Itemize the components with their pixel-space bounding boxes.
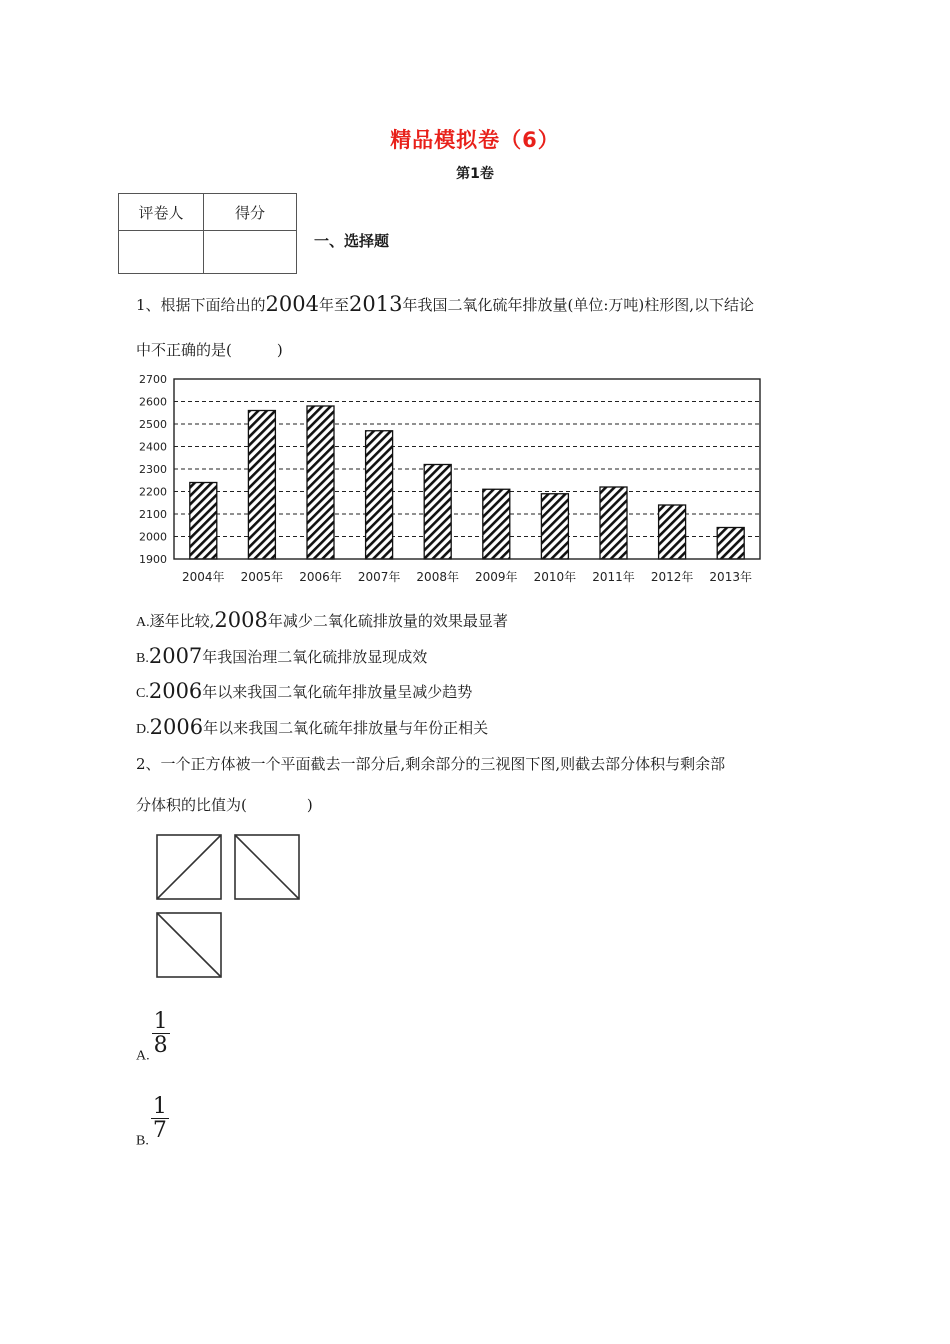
y-tick-label: 2000 [139,530,167,544]
fraction-one-seventh [151,1095,169,1142]
bar [248,411,275,560]
y-tick-label: 2400 [139,440,167,454]
q1-option-d[interactable] [136,715,488,739]
option-text: 年减少二氧化硫排放量的效果最显著 [267,612,508,630]
emissions-bar-chart [134,372,774,592]
q1-stem-line1 [136,292,754,316]
bar [366,431,393,559]
x-tick-label: 2007年 [357,570,401,584]
option-text: 年我国治理二氧化硫排放显现成效 [202,648,428,666]
x-tick-label: 2005年 [240,570,284,584]
page-title: 精品模拟卷（6） [390,128,560,152]
fraction-denominator: 8 [153,1033,168,1059]
x-tick-label: 2008年 [416,570,459,584]
y-tick-label: 2700 [139,373,167,386]
option-letter: A. [136,615,150,630]
q1-stem-line2: 中不正确的是( ) [136,341,283,359]
x-tick-label: 2004年 [182,570,225,584]
score-table [118,193,297,274]
q2-stem-line2: 分体积的比值为( ) [136,796,313,814]
bar [483,489,510,559]
option-text: 年以来我国二氧化硫年排放量与年份正相关 [203,719,489,737]
bar [424,465,451,560]
top-view [157,913,221,977]
bar [541,494,568,559]
q2-option-b[interactable] [136,1095,169,1150]
q1-option-b[interactable] [136,644,427,668]
q1-option-a[interactable] [136,608,508,632]
x-tick-label: 2012年 [650,570,694,584]
q1-option-c[interactable] [136,679,472,703]
q1-text-a: 1、根据下面给出的 [136,296,266,314]
x-tick-label: 2006年 [299,570,342,584]
y-tick-label: 1900 [139,553,167,566]
y-tick-label: 2200 [139,485,167,499]
option-letter: C. [136,686,149,701]
y-tick-label: 2100 [139,508,167,521]
option-year: 2008 [214,608,268,632]
option-year: 2006 [149,715,204,739]
x-tick-label: 2013年 [709,570,752,584]
fraction-numerator: 1 [153,1009,168,1034]
grader-header: 评卷人 [119,194,204,231]
q1-year-end: 2013 [349,292,403,316]
bar [190,483,217,560]
bar [659,505,686,559]
x-tick-label: 2011年 [592,570,635,584]
q1-text-b: 年至 [319,296,350,314]
option-text: 年以来我国二氧化硫年排放量呈减少趋势 [202,683,473,701]
score-header: 得分 [204,194,297,231]
q1-year-start: 2004 [265,292,319,316]
x-tick-label: 2009年 [475,570,518,584]
option-letter: B. [136,651,149,666]
grader-cell [119,231,204,274]
volume-subtitle: 第1卷 [456,166,494,182]
option-year: 2007 [148,644,203,668]
option-text-pre: 逐年比较, [149,612,215,630]
option-year: 2006 [148,679,203,703]
option-letter: A. [136,1048,150,1064]
bar [307,406,334,559]
y-tick-label: 2500 [139,418,167,431]
option-letter: D. [136,722,150,737]
fraction-numerator: 1 [152,1094,167,1119]
q2-option-a[interactable] [136,1010,170,1065]
fraction-one-eighth [152,1010,170,1057]
option-letter: B. [136,1133,149,1149]
y-tick-label: 2300 [139,463,167,476]
three-view-diagram [150,828,310,988]
score-cell [204,231,297,274]
bar [600,487,627,559]
x-tick-label: 2010年 [533,570,577,584]
section-title: 一、选择题 [314,232,390,250]
bar [717,528,744,560]
y-tick-label: 2600 [139,395,167,409]
side-view [235,835,299,899]
fraction-denominator: 7 [152,1118,167,1144]
front-view [157,835,221,899]
q2-stem-line1: 2、一个正方体被一个平面截去一部分后,剩余部分的三视图下图,则截去部分体积与剩余部 [136,755,726,773]
q1-text-c: 年我国二氧化硫年排放量(单位:万吨)柱形图,以下结论 [402,296,754,314]
